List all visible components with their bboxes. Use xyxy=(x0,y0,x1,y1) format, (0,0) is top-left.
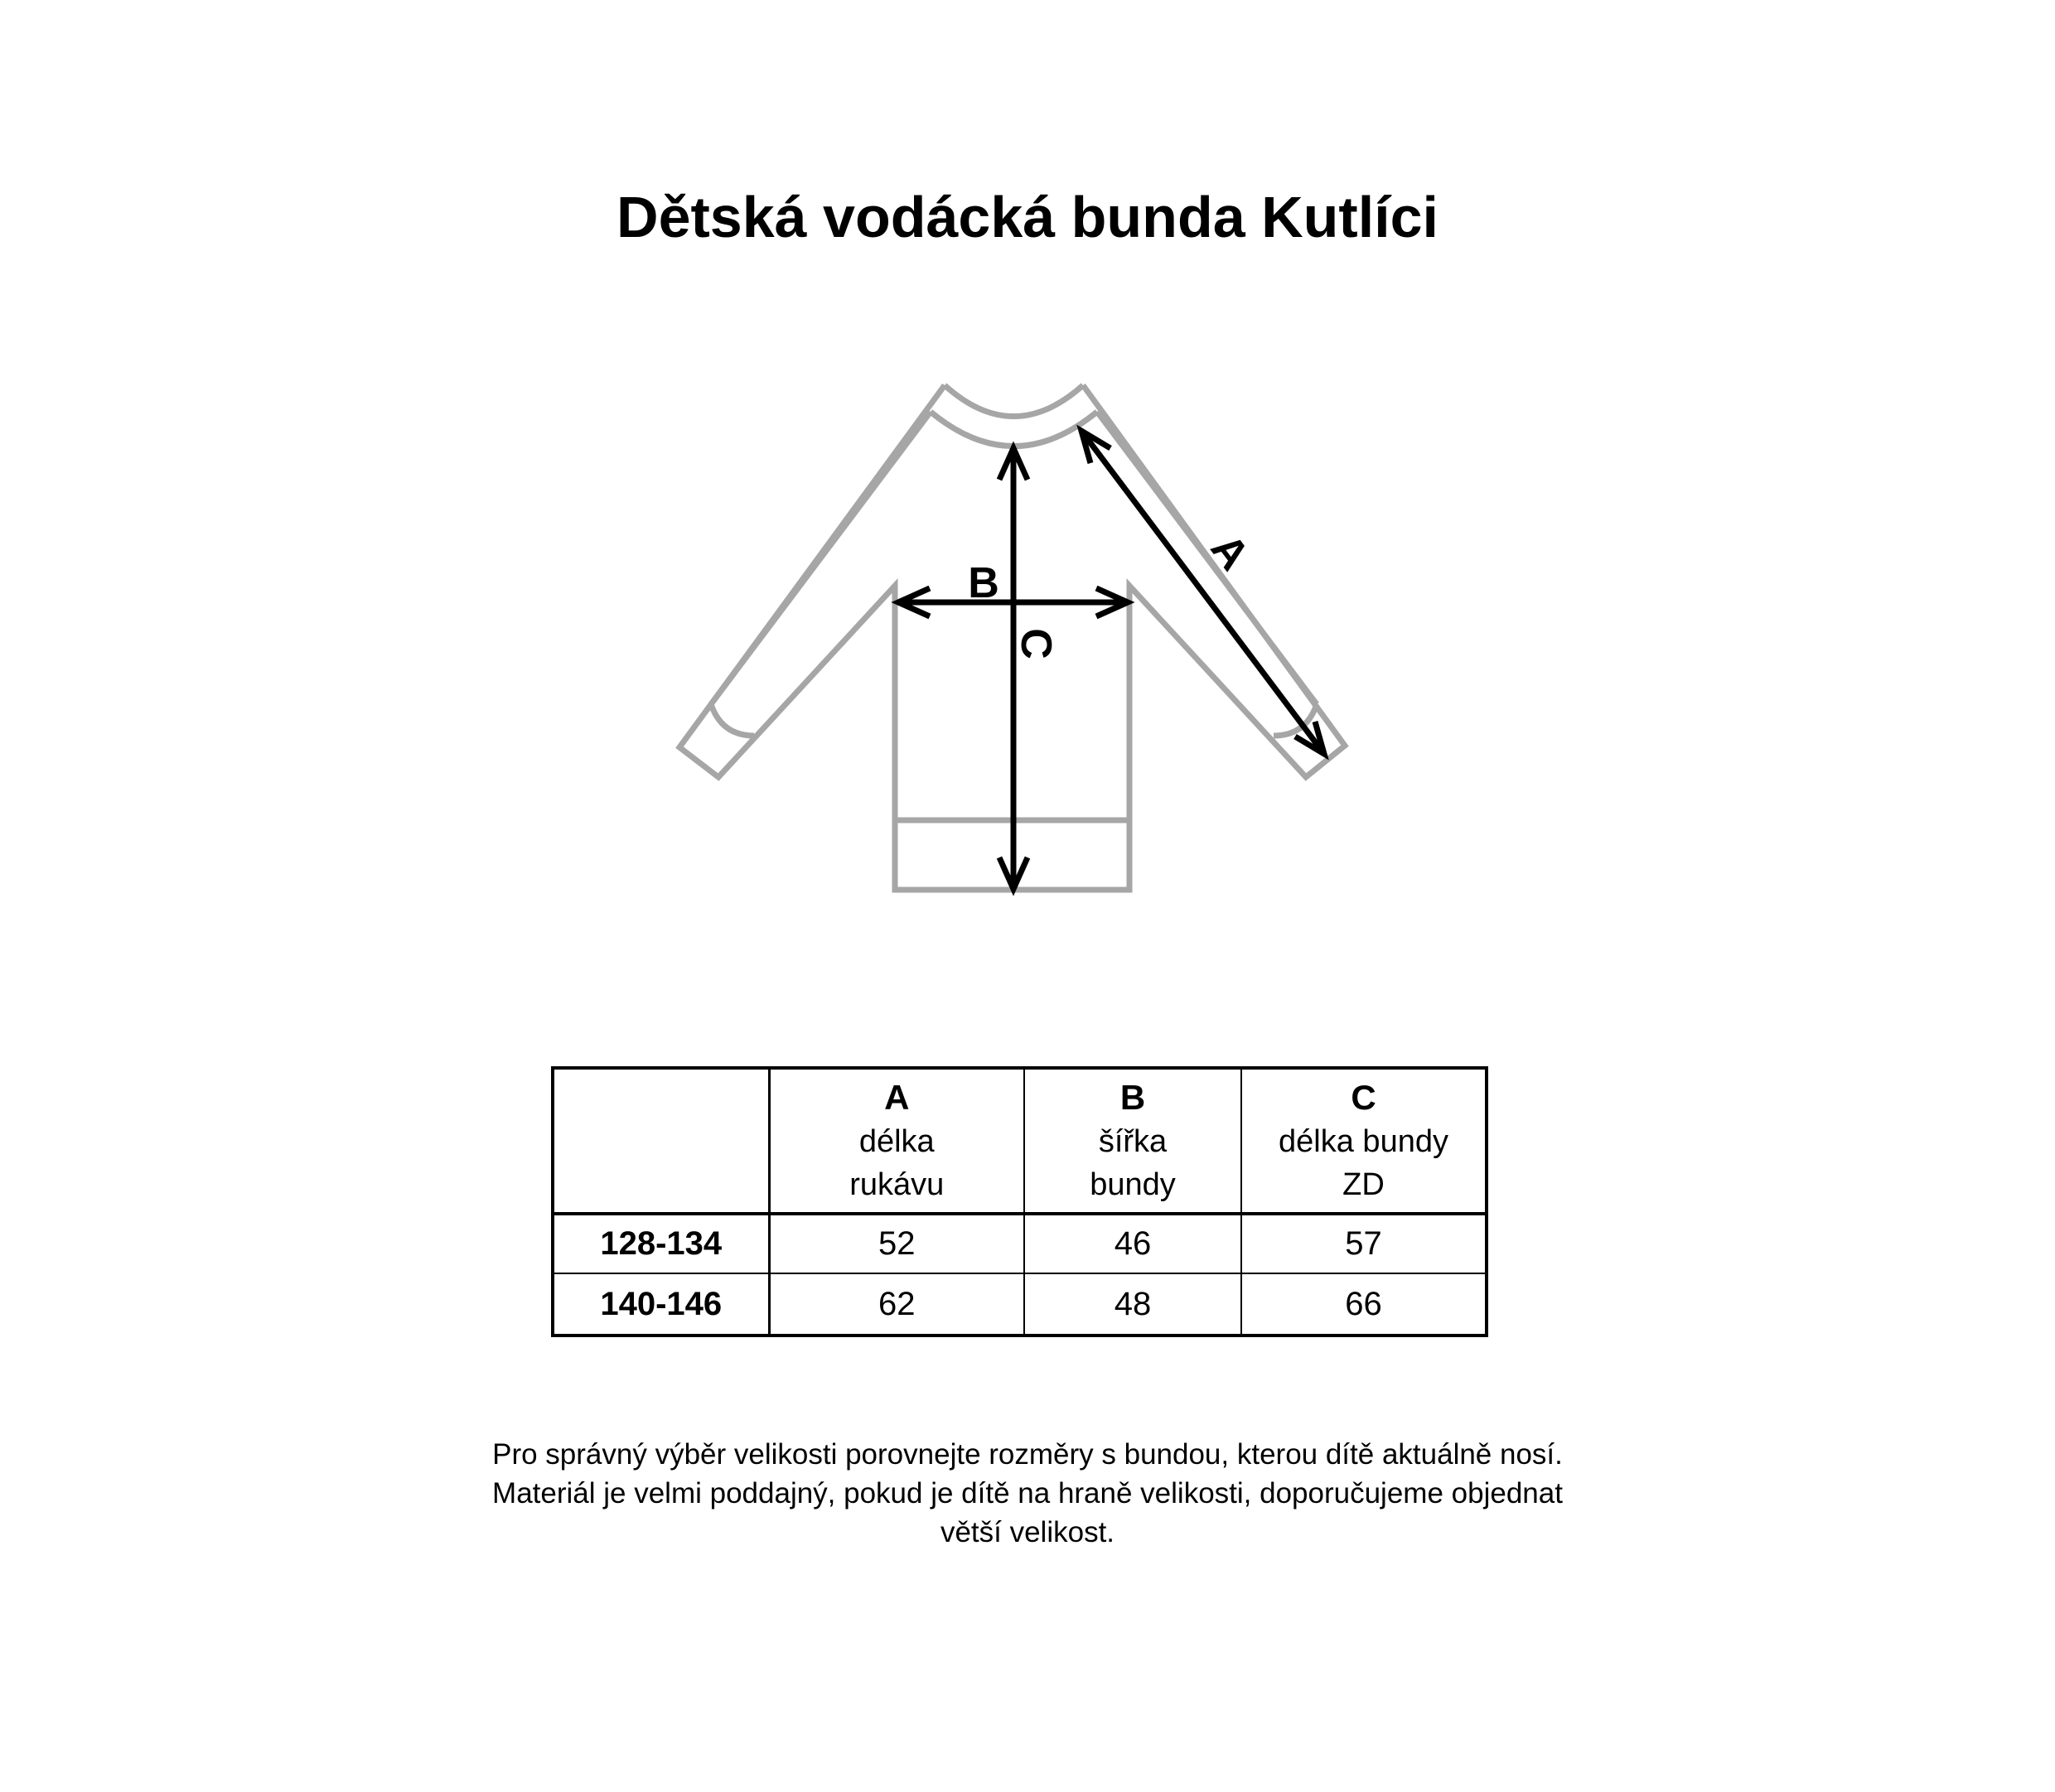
diagram-label-a: A xyxy=(1201,525,1259,580)
column-desc-c-line1: délka bundy xyxy=(1279,1124,1448,1159)
value-cell-c: 66 xyxy=(1241,1273,1487,1336)
size-table xyxy=(551,1066,1488,1337)
diagram-label-b: B xyxy=(968,559,999,607)
value-cell-c: 57 xyxy=(1241,1214,1487,1273)
sizing-note-line2: Materiál je velmi poddajný, pokud je dítě na hraně velikosti, doporučujeme objednat xyxy=(492,1477,1563,1509)
size-label-cell: 140-146 xyxy=(553,1273,769,1336)
column-letter-a: A xyxy=(884,1078,910,1117)
sizing-note xyxy=(0,1435,2055,1552)
left-cuff-line xyxy=(711,704,754,736)
column-desc-c-line2: ZD xyxy=(1342,1167,1385,1202)
value-cell-a: 62 xyxy=(769,1273,1024,1336)
column-header-a xyxy=(769,1068,1024,1214)
size-table-header-row xyxy=(553,1068,1487,1214)
column-desc-a-line1: délka xyxy=(858,1124,935,1159)
column-desc-b-line2: bundy xyxy=(1090,1167,1176,1202)
column-desc-b-line1: šířka xyxy=(1098,1124,1168,1159)
column-desc-a-line2: rukávu xyxy=(849,1167,945,1202)
size-label-cell: 128-134 xyxy=(553,1214,769,1273)
table-row-size-128-134 xyxy=(553,1214,1487,1273)
page-title: Dětská vodácká bunda Kutlíci xyxy=(616,185,1438,249)
column-header-b xyxy=(1024,1068,1241,1214)
table-row-size-140-146 xyxy=(553,1273,1487,1336)
value-cell-b: 46 xyxy=(1024,1214,1241,1273)
sizing-note-line1: Pro správný výběr velikosti porovnejte rozměry s bundou, kterou dítě aktuálně nosí. xyxy=(492,1438,1563,1471)
arrow-a-sleeve-length xyxy=(1081,431,1324,754)
column-letter-c: C xyxy=(1351,1078,1376,1117)
value-cell-b: 48 xyxy=(1024,1273,1241,1336)
collar-outer-arc xyxy=(945,385,1083,417)
column-letter-b: B xyxy=(1119,1078,1146,1117)
column-header-c xyxy=(1241,1068,1487,1214)
sizing-note-line3: větší velikost. xyxy=(940,1516,1115,1548)
diagram-label-c: C xyxy=(1012,628,1060,659)
value-cell-a: 52 xyxy=(769,1214,1024,1273)
size-table-corner-cell xyxy=(553,1068,769,1214)
